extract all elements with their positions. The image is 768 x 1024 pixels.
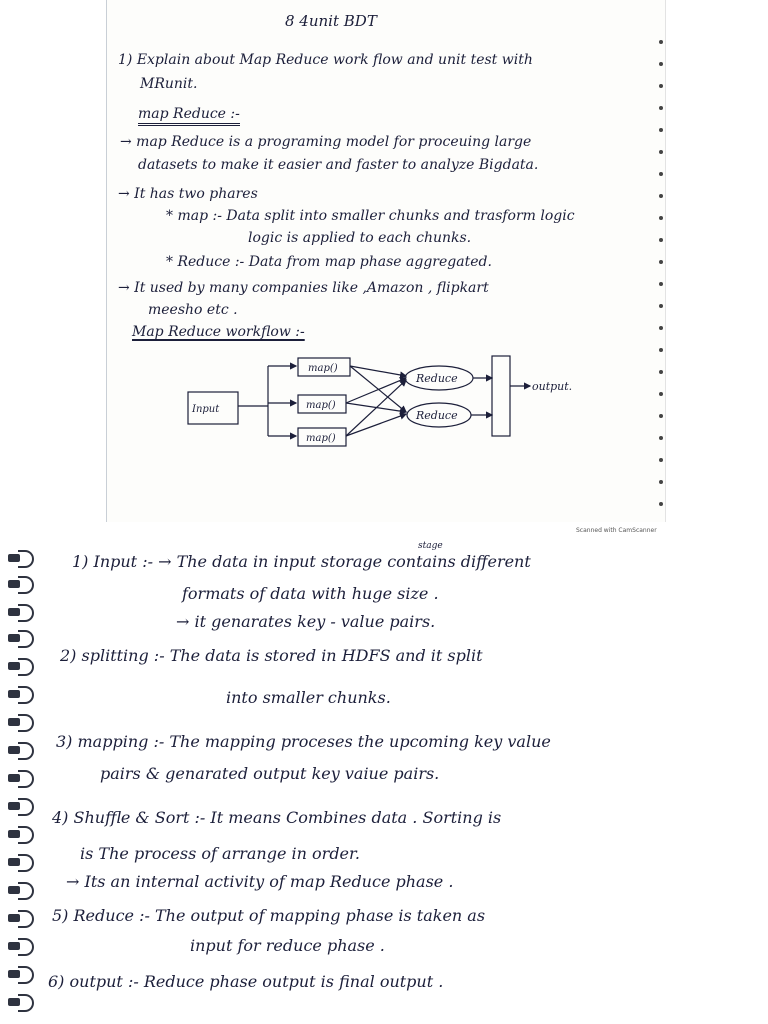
binding-ring <box>8 936 38 958</box>
item-3-line-2: pairs & genarated output key vaiue pairs. <box>100 764 440 783</box>
input-label: Input <box>192 404 220 415</box>
punch-hole <box>659 326 663 330</box>
map-label-3: map() <box>306 433 336 444</box>
question-line-1: 1) Explain about Map Reduce work flow and unit test with <box>118 52 533 68</box>
map-phase-line-1: * map :- Data split into smaller chunks and trasform logic <box>166 208 575 224</box>
binding-ring <box>8 602 38 624</box>
bullet-3-line-1: → It used by many companies like ,Amazon , flipkart <box>118 280 489 296</box>
binding-ring <box>8 992 38 1014</box>
punch-hole <box>659 502 663 506</box>
punch-hole <box>659 436 663 440</box>
binding-ring <box>8 964 38 986</box>
punch-hole <box>659 238 663 242</box>
punch-hole <box>659 260 663 264</box>
punch-hole <box>659 40 663 44</box>
reduce-label-2: Reduce <box>416 409 458 422</box>
item-1-text: 1) Input :- → The data in input storage contains different <box>72 552 531 571</box>
map-label-2: map() <box>306 400 336 411</box>
punch-hole <box>659 62 663 66</box>
binding-ring <box>8 548 38 570</box>
binding-ring <box>8 712 38 734</box>
output-box <box>492 356 510 436</box>
binding-ring <box>8 740 38 762</box>
page-header: 8 4unit BDT <box>285 12 377 30</box>
item-5-line-1: 5) Reduce :- The output of mapping phase is taken as <box>52 906 486 925</box>
output-label: output. <box>532 380 573 393</box>
punch-hole <box>659 348 663 352</box>
punch-hole <box>659 194 663 198</box>
item-4-line-3: → Its an internal activity of map Reduce phase . <box>66 872 454 891</box>
reduce-phase-line: * Reduce :- Data from map phase aggregated. <box>166 254 492 270</box>
binding-ring <box>8 824 38 846</box>
punch-hole <box>659 304 663 308</box>
item-2-line-2: into smaller chunks. <box>226 688 391 707</box>
binding-ring <box>8 768 38 790</box>
question-line-2: MRunit. <box>140 76 198 92</box>
bullet-2: → It has two phares <box>118 186 258 202</box>
binding-ring <box>8 684 38 706</box>
punch-hole <box>659 172 663 176</box>
item-4-line-1: 4) Shuffle & Sort :- It means Combines data . Sorting is <box>52 808 502 827</box>
binding-ring <box>8 852 38 874</box>
bullet-1-line-1: → map Reduce is a programing model for proceuing large <box>120 134 532 150</box>
binding-ring <box>8 908 38 930</box>
map-reduce-workflow-diagram <box>180 348 620 448</box>
item-1-line-3: → it genarates key - value pairs. <box>176 612 436 631</box>
punch-hole <box>659 392 663 396</box>
scanner-watermark: Scanned with CamScanner <box>576 527 657 534</box>
punch-hole <box>659 458 663 462</box>
item-1-line-2: formats of data with huge size . <box>182 584 439 603</box>
punch-hole <box>659 370 663 374</box>
item-1-correction: stage <box>418 541 443 551</box>
item-4-line-2: is The process of arrange in order. <box>80 844 360 863</box>
binding-ring <box>8 880 38 902</box>
punch-hole <box>659 106 663 110</box>
item-6-line-1: 6) output :- Reduce phase output is final output . <box>48 972 444 991</box>
punch-hole <box>659 414 663 418</box>
item-2-line-1: 2) splitting :- The data is stored in HDFS and it split <box>60 646 483 665</box>
punch-hole <box>659 282 663 286</box>
bullet-1-line-2: datasets to make it easier and faster to analyze Bigdata. <box>138 157 539 173</box>
map-label-1: map() <box>308 363 338 374</box>
item-5-line-2: input for reduce phase . <box>190 936 385 955</box>
punch-hole <box>659 480 663 484</box>
punch-hole <box>659 216 663 220</box>
punch-hole <box>659 84 663 88</box>
binding-ring <box>8 574 38 596</box>
punch-hole <box>659 128 663 132</box>
item-3-line-1: 3) mapping :- The mapping proceses the upcoming key value <box>56 732 551 751</box>
binding-ring <box>8 656 38 678</box>
bullet-3-line-2: meesho etc . <box>148 302 238 318</box>
reduce-label-1: Reduce <box>416 372 458 385</box>
binding-ring <box>8 628 38 650</box>
section-title-map-reduce: map Reduce :- <box>138 106 240 126</box>
punch-hole <box>659 150 663 154</box>
map-phase-line-2: logic is applied to each chunks. <box>248 230 472 246</box>
binding-ring <box>8 796 38 818</box>
item-1-line-1 <box>72 552 531 571</box>
workflow-title: Map Reduce workflow :- <box>132 324 305 340</box>
